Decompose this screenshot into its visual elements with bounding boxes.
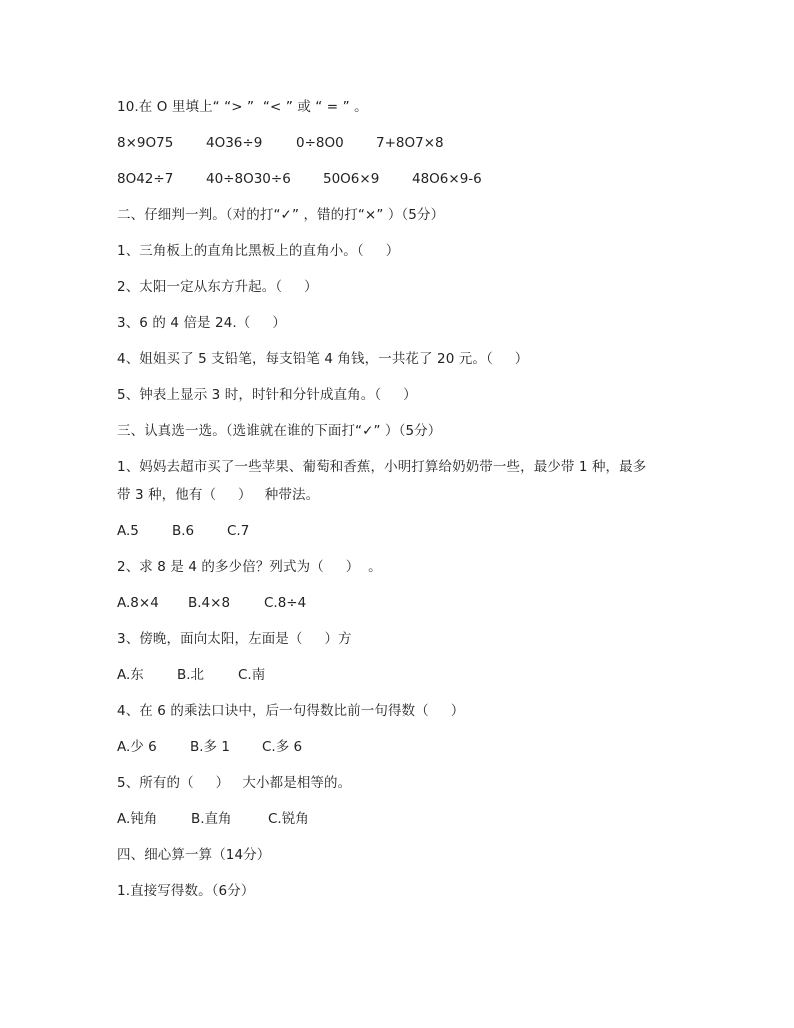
compare-item: 8O42÷7 xyxy=(117,171,174,187)
section-3-title: 三、认真选一选。（选谁就在谁的下面打“✓” ）（5分） xyxy=(117,423,442,439)
compare-item: 8×9O75 xyxy=(117,135,174,151)
section-2-item-3: 3、6 的 4 倍是 24.（ ） xyxy=(117,315,286,331)
option-b: B.6 xyxy=(172,523,195,539)
section-2-item-4: 4、姐姐买了 5 支铅笔，每支铅笔 4 角钱，一共花了 20 元。（ ） xyxy=(117,351,529,367)
section-3-q4: 4、在 6 的乘法口诀中，后一句得数比前一句得数（ ） xyxy=(117,703,465,719)
question-10-title: 10.在 O 里填上“ “> ” “< ” 或 “ = ” 。 xyxy=(117,99,368,115)
option-c: C.南 xyxy=(238,667,266,683)
option-b: B.北 xyxy=(177,667,205,683)
option-a: A.少 6 xyxy=(117,739,157,755)
option-b: B.4×8 xyxy=(188,595,231,611)
section-3-q1-line-2: 带 3 种，他有（ ） 种带法。 xyxy=(117,487,320,503)
option-a: A.东 xyxy=(117,667,144,683)
section-3-q3: 3、傍晚，面向太阳，左面是（ ）方 xyxy=(117,631,352,647)
option-c: C.锐角 xyxy=(268,811,309,827)
section-4-subtitle-1: 1.直接写得数。（6分） xyxy=(117,883,255,899)
option-b: B.直角 xyxy=(191,811,232,827)
section-2-item-5: 5、钟表上显示 3 时，时针和分针成直角。（ ） xyxy=(117,387,417,403)
section-4-title: 四、细心算一算（14分） xyxy=(117,847,271,863)
section-2-item-2: 2、太阳一定从东方升起。（ ） xyxy=(117,279,318,295)
compare-item: 50O6×9 xyxy=(323,171,380,187)
compare-item: 4O36÷9 xyxy=(206,135,263,151)
option-b: B.多 1 xyxy=(190,739,230,755)
section-3-q2: 2、求 8 是 4 的多少倍？列式为（ ） 。 xyxy=(117,559,382,575)
option-a: A.8×4 xyxy=(117,595,159,611)
option-a: A.钝角 xyxy=(117,811,158,827)
section-3-q5: 5、所有的（ ） 大小都是相等的。 xyxy=(117,775,352,791)
option-c: C.多 6 xyxy=(262,739,303,755)
compare-item: 48O6×9-6 xyxy=(412,171,482,187)
option-c: C.7 xyxy=(227,523,250,539)
section-2-item-1: 1、三角板上的直角比黑板上的直角小。（ ） xyxy=(117,243,400,259)
option-c: C.8÷4 xyxy=(264,595,307,611)
compare-item: 40÷8O30÷6 xyxy=(206,171,291,187)
section-3-q1-line-1: 1、妈妈去超市买了一些苹果、葡萄和香蕉，小明打算给奶奶带一些，最少带 1 种，最多 xyxy=(117,459,647,475)
option-a: A.5 xyxy=(117,523,139,539)
compare-item: 7+8O7×8 xyxy=(376,135,444,151)
compare-item: 0÷8O0 xyxy=(296,135,344,151)
section-2-title: 二、仔细判一判。（对的打“✓” ，错的打“×” ）（5分） xyxy=(117,207,445,223)
